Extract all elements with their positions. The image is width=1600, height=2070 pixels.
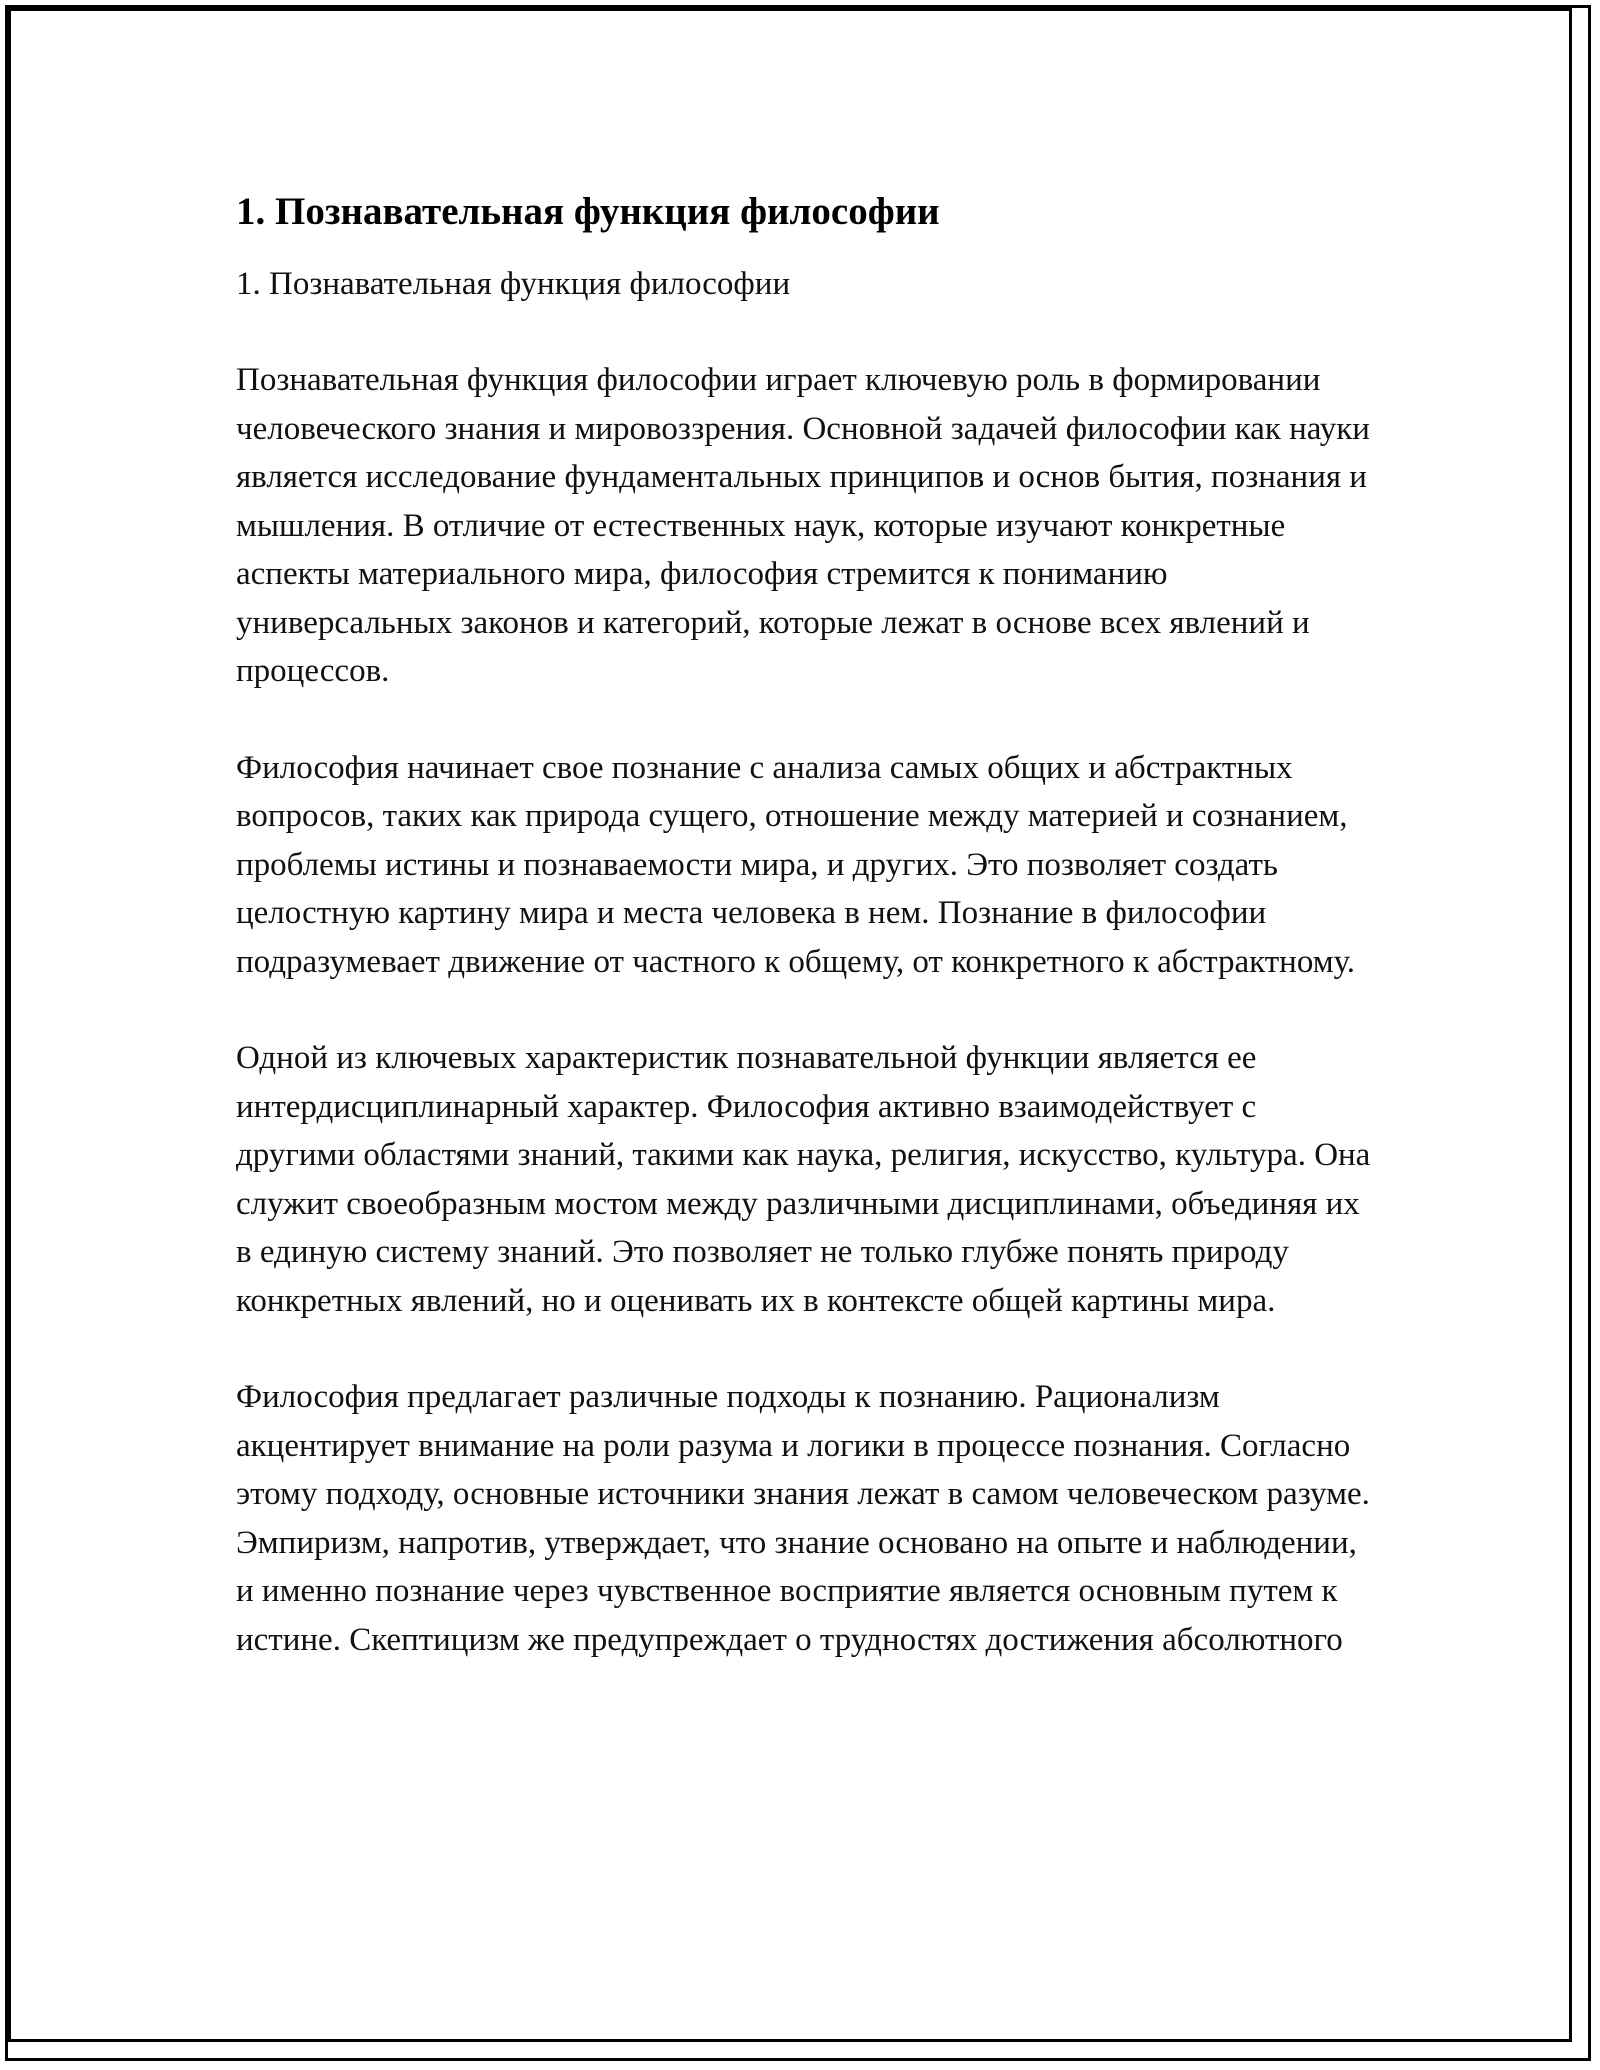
paragraph-1: Познавательная функция философии играет ключевую роль в формировании человеческого знания и мировоззрения. Основной задачей философии как науки является исследование фундаментальных принципов и основ бытия, познания и мышления. В отличие от естественных наук, которые изучают конкретные аспекты материального мира, философия стремится к пониманию универсальных законов и категорий, которые лежат в основе всех явлений и процессов. [236, 362, 1370, 689]
document-subtitle: 1. Познавательная функция философии [236, 266, 791, 302]
document-body [236, 186, 1376, 1664]
paragraph-2: Философия начинает свое познание с анализа самых общих и абстрактных вопросов, таких как природа сущего, отношение между материей и сознанием, проблемы истины и познаваемости мира, и других. Это позволяет создать целостную картину мира и места человека в нем. Познание в философии подразумевает движение от частного к общему, от конкретного к абстрактному. [236, 749, 1356, 980]
paragraph-4: Философия предлагает различные подходы к познанию. Рационализм акцентирует внимание на роли разума и логики в процессе познания. Согласно этому подходу, основные источники знания лежат в самом человеческом разуме. Эмпиризм, напротив, утверждает, что знание основано на опыте и наблюдении, и именно познание через чувственное восприятие является основным путем к истине. Скептицизм же предупреждает о трудностях достижения абсолютного [236, 1379, 1370, 1658]
document-title: 1. Познавательная функция философии [236, 190, 940, 233]
paragraph-3: Одной из ключевых характеристик познавательной функции является ее интердисциплинарный характер. Философия активно взаимодействует с другими областями знаний, такими как наука, религия, искусство, культура. Она служит своеобразным мостом между различными дисциплинами, объединяя их в единую систему знаний. Это позволяет не только глубже понять природу конкретных явлений, но и оценивать их в контексте общей картины мира. [236, 1040, 1371, 1319]
